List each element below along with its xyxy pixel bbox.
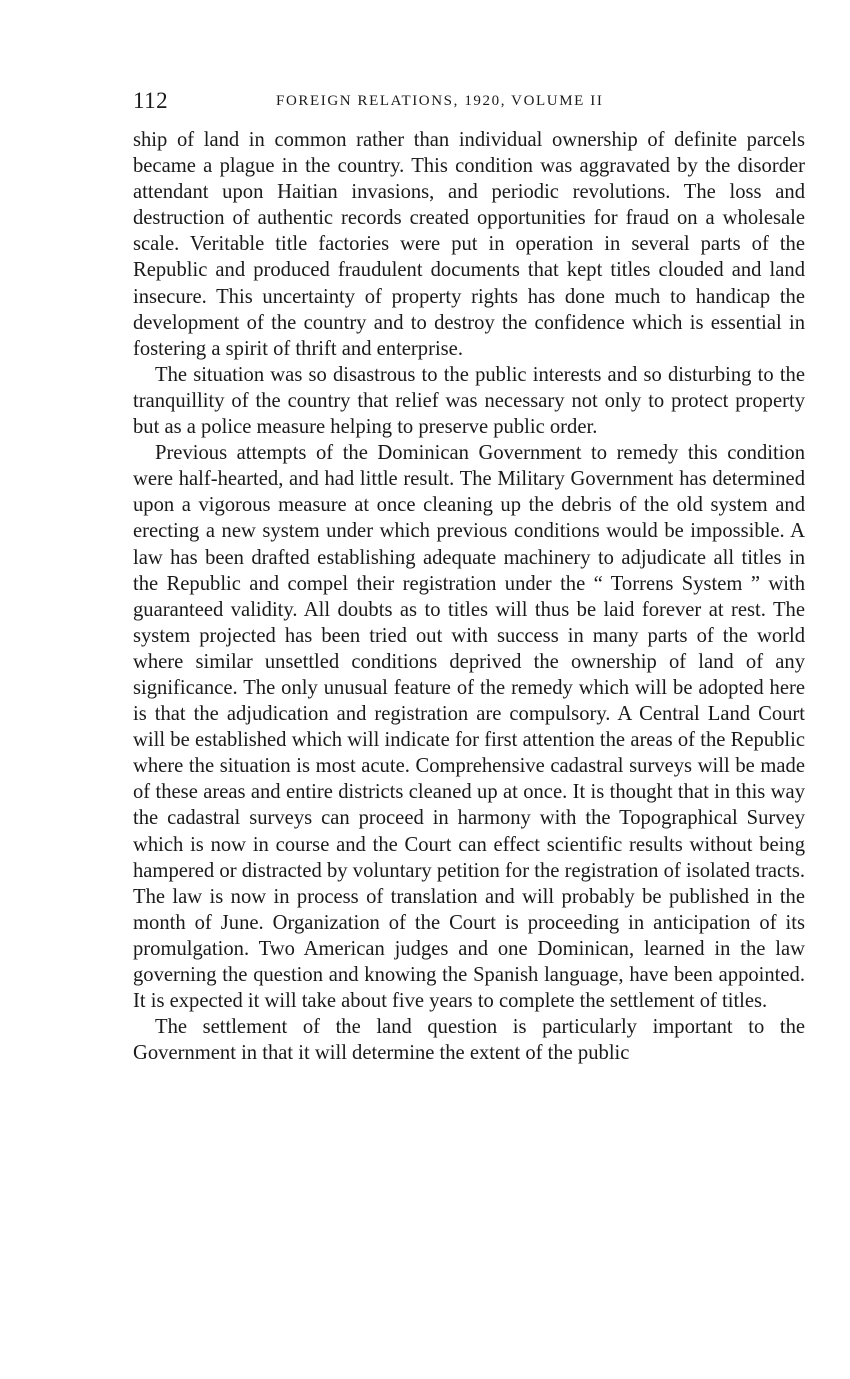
running-head [133,88,805,118]
running-title: FOREIGN RELATIONS, 1920, VOLUME II [276,93,604,109]
page-number: 112 [133,88,169,113]
paragraph-situation: The situation was so disastrous to the public interests and so disturbing to the tranquillity of the country that relief was necessary not only to protect property but as a police measure helping to preserve public order. [133,363,805,439]
paragraph-settlement: The settlement of the land question is particularly important to the Government in that it will determine the extent of the public [133,1016,805,1065]
paragraph-continued: ship of land in common rather than individual ownership of definite parcels became a plague in the country. This condition was aggravated by the disorder attendant upon Haitian invasions, and periodic revolutions. The loss and destruction of authentic records created opportunities for fraud on a wholesale scale. Veritable title factories were put in operation in several parts of the Republic and produced fraudulent documents that kept titles clouded and land insecure. This uncertainty of property rights has done much to handicap the development of the country and to destroy the confidence which is essential in fostering a spirit of thrift and enterprise. [133,129,805,360]
document-page [133,88,805,1066]
paragraph-land-law: Previous attempts of the Dominican Government to remedy this condition were half-hearted, and had little result. The Military Government has determined upon a vigorous measure at once cleaning up the debris of the old system and erecting a new system under which previous conditions would be impossible. A law has been drafted establishing adequate machinery to adjudicate all titles in the Republic and compel their registration under the “ Torrens System ” with guaranteed validity. All doubts as to titles will thus be laid forever at rest. The system projected has been tried out with success in many parts of the world where similar unsettled conditions deprived the ownership of land of any significance. The only unusual feature of the remedy which will be adopted here is that the adjudication and registration are compulsory. A Central Land Court will be established which will indicate for first attention the areas of the Republic where the situation is most acute. Comprehensive cadastral surveys will be made of these areas and entire districts cleaned up at once. It is thought that in this way the cadastral surveys can proceed in harmony with the Topographical Survey which is now in course and the Court can effect scientific results without being hampered or distracted by voluntary petition for the registration of isolated tracts. The law is now in process of translation and will probably be published in the month of June. Organization of the Court is proceeding in anticipation of its promulgation. Two American judges and one Dominican, learned in the law governing the question and knowing the Spanish language, have been appointed. It is expected it will take about five years to complete the settlement of titles. [133,442,805,1013]
